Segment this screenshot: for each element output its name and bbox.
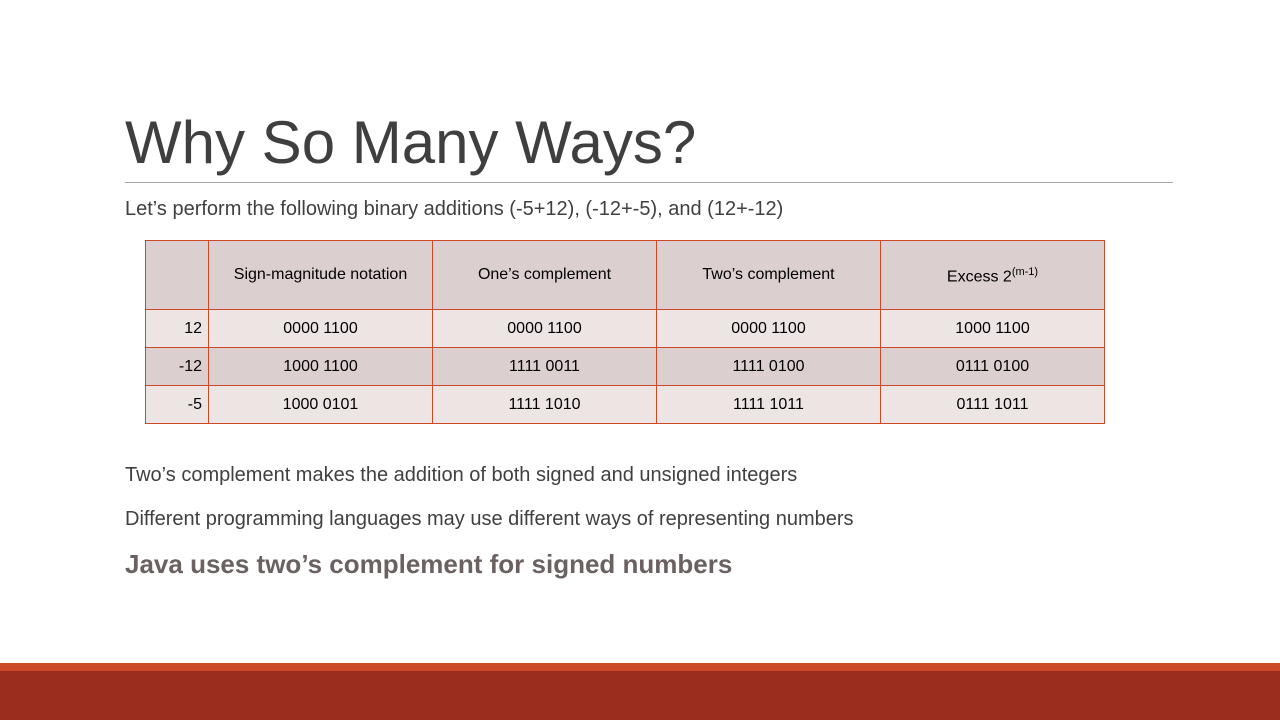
table-cell: 1000 0101 (209, 386, 433, 424)
table-header-row (146, 241, 1105, 310)
table-cell-value: 12 (146, 310, 209, 348)
table-cell: 1111 1011 (657, 386, 881, 424)
title-divider (125, 182, 1173, 183)
table-cell: 0111 1011 (881, 386, 1105, 424)
footer-bar (0, 671, 1280, 720)
slide-title: Why So Many Ways? (125, 109, 697, 176)
table-cell: 1111 0011 (433, 348, 657, 386)
bullet-languages: Different programming languages may use different ways of representing numbers (125, 508, 854, 530)
table-header-excess (881, 241, 1105, 310)
table-cell: 0000 1100 (433, 310, 657, 348)
table-cell: 0111 0100 (881, 348, 1105, 386)
bullet-java-emphasis: Java uses two’s complement for signed numbers (125, 549, 733, 579)
intro-text: Let’s perform the following binary additions (-5+12), (-12+-5), and (12+-12) (125, 198, 784, 220)
table-cell: 0000 1100 (657, 310, 881, 348)
excess-label: Excess 2 (946, 268, 1012, 286)
table-cell-value: -5 (146, 386, 209, 424)
table-row (146, 348, 1105, 386)
table-cell: 0000 1100 (209, 310, 433, 348)
table-cell: 1111 0100 (657, 348, 881, 386)
table-row (146, 386, 1105, 424)
table-row (146, 310, 1105, 348)
table-cell: 1111 1010 (433, 386, 657, 424)
excess-exponent: (m-1) (1011, 266, 1039, 279)
table-cell: 1000 1100 (881, 310, 1105, 348)
table-header-corner (146, 241, 209, 310)
table-header-twos-complement: Two’s complement (657, 241, 881, 310)
table-cell: 1000 1100 (209, 348, 433, 386)
footer-accent-stripe (0, 663, 1280, 671)
table-header-ones-complement: One’s complement (433, 241, 657, 310)
table-cell-value: -12 (146, 348, 209, 386)
representation-table (145, 240, 1105, 424)
bullet-twos-complement: Two’s complement makes the addition of both signed and unsigned integers (125, 464, 798, 486)
table-header-sign-magnitude: Sign-magnitude notation (209, 241, 433, 310)
